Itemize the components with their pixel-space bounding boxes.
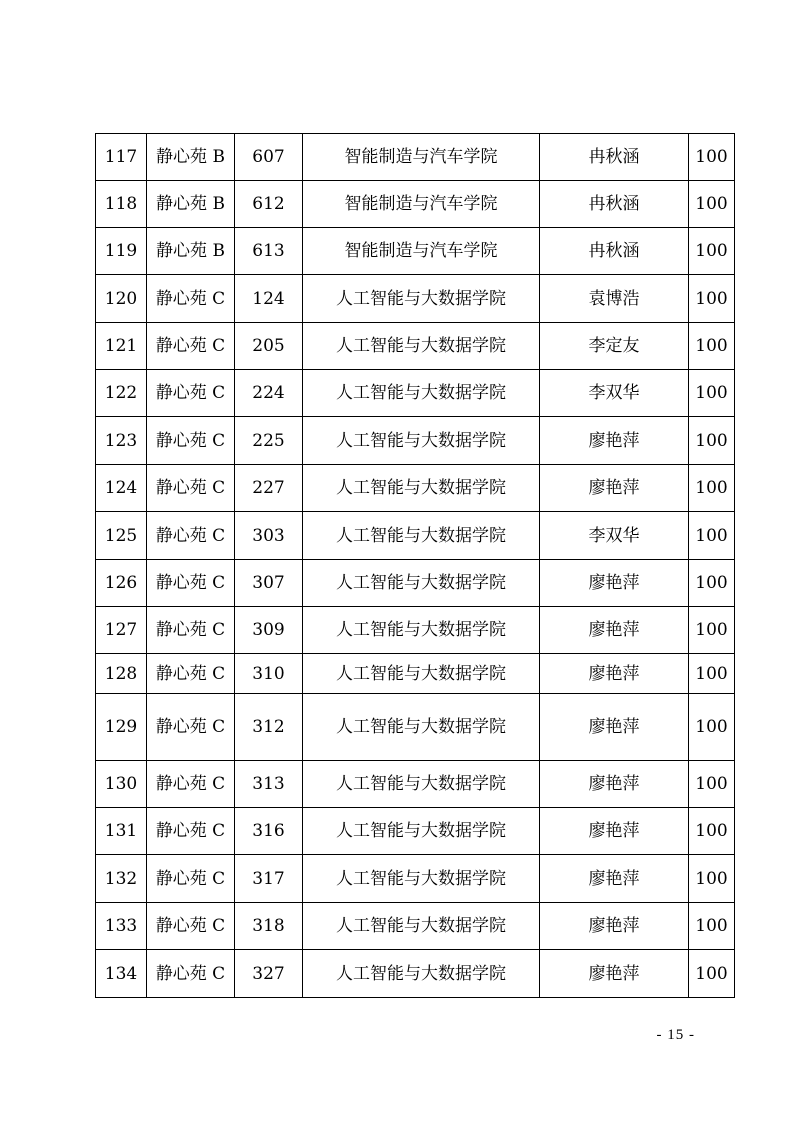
cell-score: 100 <box>689 654 735 694</box>
cell-building: 静心苑 C <box>147 417 235 465</box>
cell-number: 123 <box>96 417 147 465</box>
cell-number: 133 <box>96 903 147 950</box>
cell-number: 129 <box>96 694 147 761</box>
cell-college: 人工智能与大数据学院 <box>303 417 540 465</box>
cell-score: 100 <box>689 808 735 855</box>
cell-name: 李双华 <box>540 512 689 560</box>
cell-college: 人工智能与大数据学院 <box>303 512 540 560</box>
cell-college: 人工智能与大数据学院 <box>303 654 540 694</box>
cell-building: 静心苑 C <box>147 512 235 560</box>
cell-name: 廖艳萍 <box>540 465 689 512</box>
cell-name: 廖艳萍 <box>540 808 689 855</box>
cell-name: 廖艳萍 <box>540 761 689 808</box>
table-row <box>96 654 735 694</box>
cell-college: 人工智能与大数据学院 <box>303 903 540 950</box>
cell-number: 134 <box>96 950 147 998</box>
cell-college: 人工智能与大数据学院 <box>303 855 540 903</box>
cell-name: 廖艳萍 <box>540 903 689 950</box>
cell-number: 120 <box>96 275 147 323</box>
table-row <box>96 560 735 607</box>
cell-name: 冉秋涵 <box>540 181 689 228</box>
cell-building: 静心苑 C <box>147 761 235 808</box>
cell-score: 100 <box>689 370 735 417</box>
cell-room: 303 <box>235 512 303 560</box>
table-row <box>96 512 735 560</box>
cell-college: 人工智能与大数据学院 <box>303 275 540 323</box>
table-row <box>96 808 735 855</box>
cell-building: 静心苑 C <box>147 275 235 323</box>
cell-number: 118 <box>96 181 147 228</box>
cell-room: 224 <box>235 370 303 417</box>
cell-room: 612 <box>235 181 303 228</box>
table-row <box>96 761 735 808</box>
cell-building: 静心苑 C <box>147 950 235 998</box>
cell-number: 131 <box>96 808 147 855</box>
cell-room: 313 <box>235 761 303 808</box>
cell-college: 人工智能与大数据学院 <box>303 761 540 808</box>
cell-building: 静心苑 B <box>147 181 235 228</box>
cell-building: 静心苑 C <box>147 465 235 512</box>
table-row <box>96 903 735 950</box>
cell-room: 327 <box>235 950 303 998</box>
cell-college: 人工智能与大数据学院 <box>303 607 540 654</box>
cell-room: 318 <box>235 903 303 950</box>
cell-score: 100 <box>689 694 735 761</box>
cell-room: 307 <box>235 560 303 607</box>
cell-name: 廖艳萍 <box>540 855 689 903</box>
cell-room: 309 <box>235 607 303 654</box>
cell-room: 205 <box>235 323 303 370</box>
cell-building: 静心苑 C <box>147 370 235 417</box>
cell-building: 静心苑 C <box>147 560 235 607</box>
cell-score: 100 <box>689 560 735 607</box>
cell-score: 100 <box>689 607 735 654</box>
cell-college: 人工智能与大数据学院 <box>303 323 540 370</box>
cell-building: 静心苑 C <box>147 694 235 761</box>
cell-score: 100 <box>689 512 735 560</box>
table-row <box>96 134 735 181</box>
cell-room: 613 <box>235 228 303 275</box>
cell-score: 100 <box>689 417 735 465</box>
cell-number: 126 <box>96 560 147 607</box>
cell-score: 100 <box>689 903 735 950</box>
cell-name: 廖艳萍 <box>540 607 689 654</box>
cell-room: 124 <box>235 275 303 323</box>
cell-name: 冉秋涵 <box>540 134 689 181</box>
table-row <box>96 855 735 903</box>
cell-building: 静心苑 C <box>147 323 235 370</box>
table-row <box>96 417 735 465</box>
table-row <box>96 694 735 761</box>
cell-number: 125 <box>96 512 147 560</box>
cell-building: 静心苑 B <box>147 134 235 181</box>
cell-college: 智能制造与汽车学院 <box>303 134 540 181</box>
cell-room: 316 <box>235 808 303 855</box>
cell-college: 人工智能与大数据学院 <box>303 808 540 855</box>
cell-building: 静心苑 C <box>147 855 235 903</box>
cell-score: 100 <box>689 275 735 323</box>
table-row <box>96 607 735 654</box>
table-row <box>96 323 735 370</box>
table-row <box>96 370 735 417</box>
cell-name: 廖艳萍 <box>540 560 689 607</box>
cell-name: 李定友 <box>540 323 689 370</box>
table-row <box>96 465 735 512</box>
table-row <box>96 181 735 228</box>
cell-number: 124 <box>96 465 147 512</box>
cell-name: 袁博浩 <box>540 275 689 323</box>
cell-college: 人工智能与大数据学院 <box>303 465 540 512</box>
cell-score: 100 <box>689 950 735 998</box>
cell-college: 智能制造与汽车学院 <box>303 228 540 275</box>
page-number: - 15 - <box>656 1027 695 1043</box>
cell-name: 冉秋涵 <box>540 228 689 275</box>
table-row <box>96 275 735 323</box>
cell-score: 100 <box>689 181 735 228</box>
cell-room: 227 <box>235 465 303 512</box>
cell-score: 100 <box>689 228 735 275</box>
cell-name: 廖艳萍 <box>540 654 689 694</box>
cell-room: 312 <box>235 694 303 761</box>
cell-name: 廖艳萍 <box>540 950 689 998</box>
cell-name: 廖艳萍 <box>540 417 689 465</box>
table-row <box>96 950 735 998</box>
cell-score: 100 <box>689 761 735 808</box>
cell-score: 100 <box>689 855 735 903</box>
dormitory-score-table <box>95 133 735 998</box>
cell-college: 人工智能与大数据学院 <box>303 694 540 761</box>
table-row <box>96 228 735 275</box>
cell-number: 121 <box>96 323 147 370</box>
cell-number: 119 <box>96 228 147 275</box>
cell-number: 128 <box>96 654 147 694</box>
cell-building: 静心苑 C <box>147 903 235 950</box>
cell-room: 310 <box>235 654 303 694</box>
cell-score: 100 <box>689 323 735 370</box>
cell-building: 静心苑 B <box>147 228 235 275</box>
cell-name: 廖艳萍 <box>540 694 689 761</box>
cell-number: 132 <box>96 855 147 903</box>
cell-name: 李双华 <box>540 370 689 417</box>
cell-room: 607 <box>235 134 303 181</box>
cell-number: 127 <box>96 607 147 654</box>
cell-college: 智能制造与汽车学院 <box>303 181 540 228</box>
cell-score: 100 <box>689 134 735 181</box>
cell-number: 130 <box>96 761 147 808</box>
cell-college: 人工智能与大数据学院 <box>303 560 540 607</box>
cell-college: 人工智能与大数据学院 <box>303 370 540 417</box>
cell-number: 117 <box>96 134 147 181</box>
cell-building: 静心苑 C <box>147 808 235 855</box>
cell-building: 静心苑 C <box>147 654 235 694</box>
table-body <box>96 134 735 998</box>
cell-number: 122 <box>96 370 147 417</box>
cell-score: 100 <box>689 465 735 512</box>
cell-room: 225 <box>235 417 303 465</box>
cell-building: 静心苑 C <box>147 607 235 654</box>
cell-room: 317 <box>235 855 303 903</box>
cell-college: 人工智能与大数据学院 <box>303 950 540 998</box>
